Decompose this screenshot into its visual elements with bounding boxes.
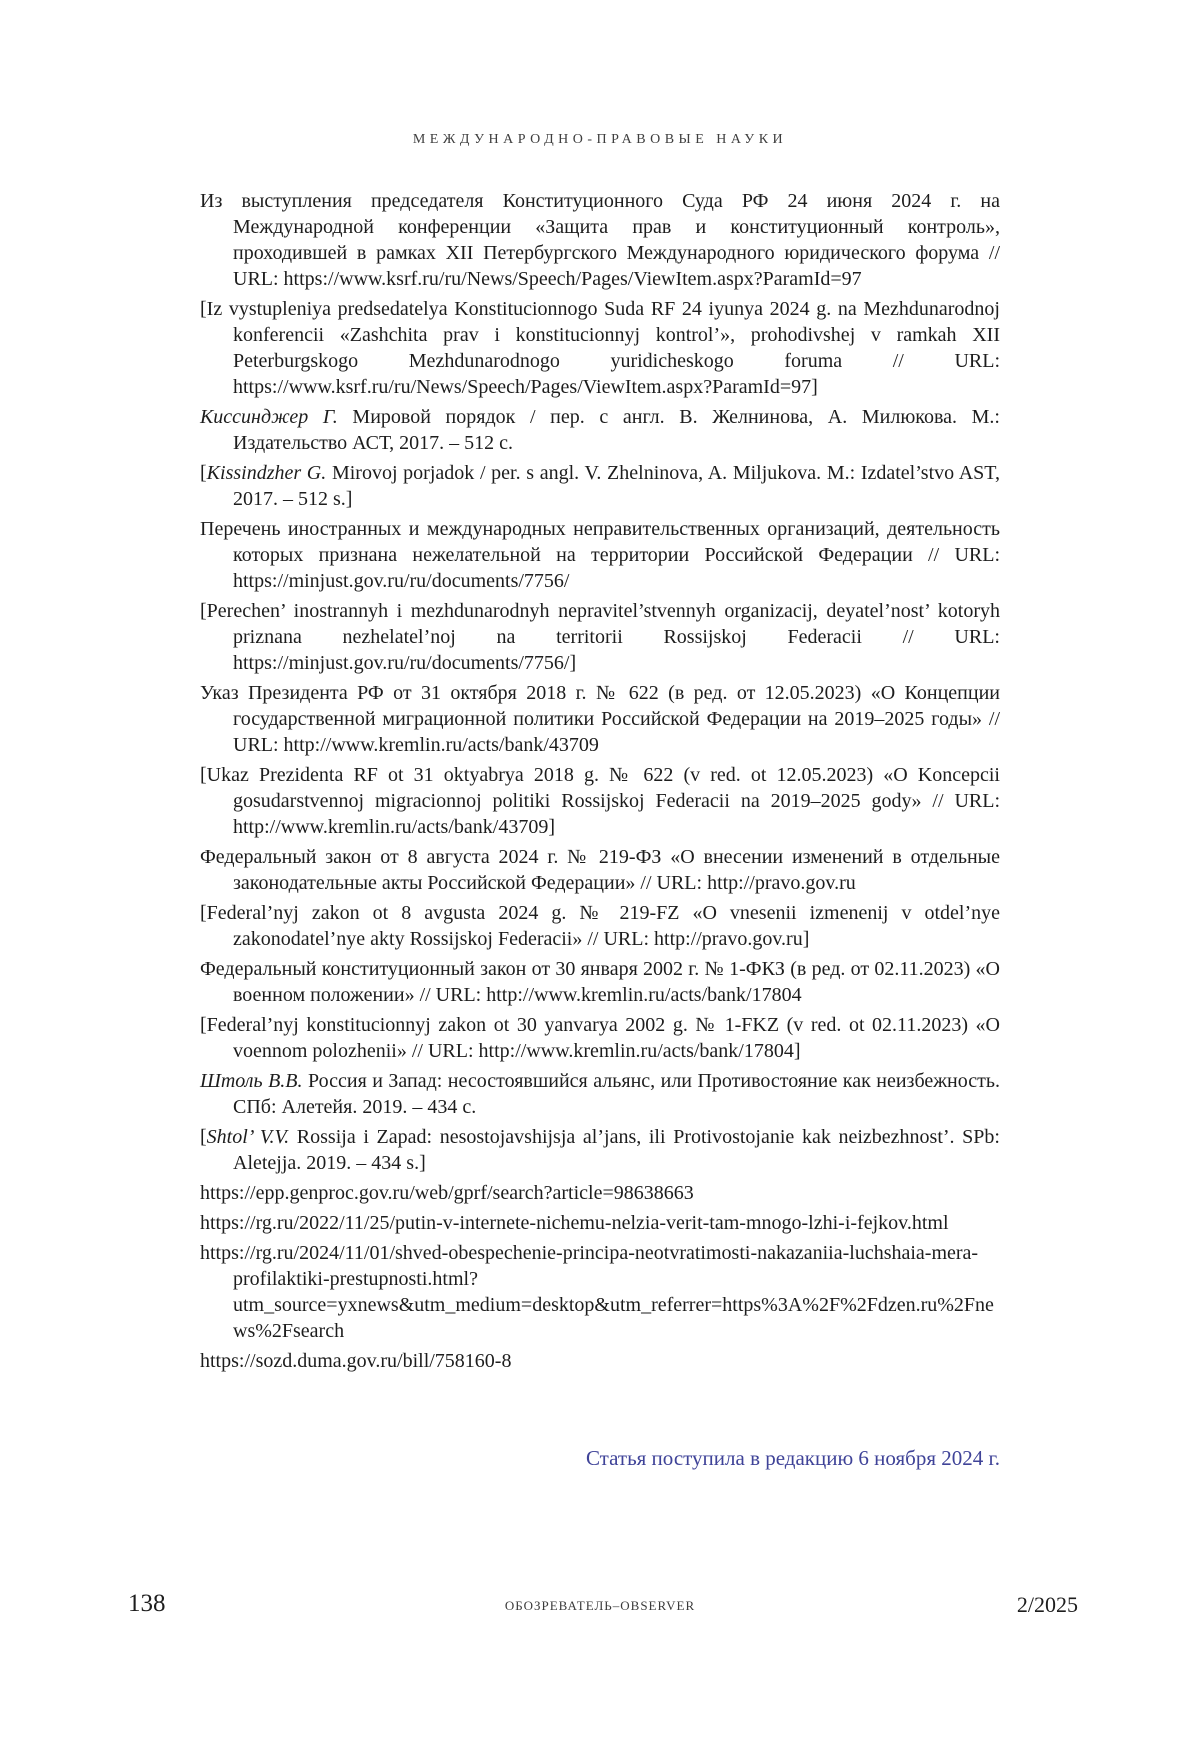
footer-page-number: 138 [128,1590,166,1617]
reference-text: Федеральный конституционный закон от 30 января 2002 г. № 1-ФКЗ (в ред. от 02.11.2023) «О военном положении» // URL: http://www.kremlin.ru/acts/bank/17804 [200,958,1000,1006]
reference-item [200,1124,1000,1176]
reference-text: Россия и Запад: несостоявшийся альянс, или Противостояние как неизбежность. СПб: Алетейя. 2019. – 434 с. [233,1070,1000,1118]
reference-text: [Ukaz Prezidenta RF ot 31 oktyabrya 2018 g. № 622 (v red. ot 12.05.2023) «O Koncepcii gosudarstvennoj migracionnoj politiki Rossijskoj Federacii na 2019–2025 gody» // URL: http://www.kremlin.ru/acts/bank/43709] [200,764,1000,838]
reference-text: Федеральный закон от 8 августа 2024 г. № 219-ФЗ «О внесении изменений в отдельные законодательные акты Российской Федерации» // URL: http://pravo.gov.ru [200,846,1000,894]
reference-author: Штоль В.В. [200,1070,303,1092]
reference-text: [Iz vystupleniya predsedatelya Konstitucionnogo Suda RF 24 iyunya 2024 g. na Mezhdunarodnoj konferencii «Zashchita prav i konstitucionnyj kontrol’», prohodivshej v ramkah XII Peterburgskogo Mezhdunarodnogo yuridicheskogo foruma // URL: https://www.ksrf.ru/ru/News/Speech/Pages/ViewItem.aspx?ParamId=97] [200,298,1000,398]
reference-text: Мировой порядок / пер. с англ. В. Желнинова, А. Милюкова. М.: Издательство АСТ, 2017. – 512 с. [233,406,1000,454]
reference-item [200,1240,1000,1344]
reference-item [200,762,1000,840]
reference-item [200,1210,1000,1236]
reference-author: Shtol’ V.V. [206,1126,290,1148]
reference-item [200,900,1000,952]
references-list [200,188,1000,1378]
reference-text: Rossija i Zapad: nesostojavshijsja al’jans, ili Protivostojanie kak neizbezhnost’. SPb: Aletejja. 2019. – 434 s.] [233,1126,1000,1174]
reference-text: Из выступления председателя Конституционного Суда РФ 24 июня 2024 г. на Международной конференции «Защита прав и конституционный контроль», проходившей в рамках XII Петербургского Международного юридического форума // URL: https://www.ksrf.ru/ru/News/Speech/Pages/ViewItem.aspx?ParamId=97 [200,190,1000,290]
reference-item [200,680,1000,758]
reference-item [200,296,1000,400]
reference-text: Указ Президента РФ от 31 октября 2018 г. № 622 (в ред. от 12.05.2023) «О Концепции государственной миграционной политики Российской Федерации на 2019–2025 годы» // URL: http://www.kremlin.ru/acts/bank/43709 [200,682,1000,756]
reference-text: [ [200,1126,207,1148]
reference-item [200,956,1000,1008]
reference-text: [Perechen’ inostrannyh i mezhdunarodnyh nepravitel’stvennyh organizacij, deyatel’nost’ kotoryh priznana nezhelatel’noj na territorii Rossijskoj Federacii // URL: https://minjust.gov.ru/ru/documents/7756/] [200,600,1000,674]
reference-text: [Federal’nyj zakon ot 8 avgusta 2024 g. № 219-FZ «O vnesenii izmenenij v otdel’nye zakonodatel’nye akty Rossijskoj Federacii» // URL: http://pravo.gov.ru] [200,902,1000,950]
received-note: Статья поступила в редакцию 6 ноября 2024 г. [585,1446,1000,1470]
reference-text: https://rg.ru/2024/11/01/shved-obespechenie-principa-neotvratimosti-nakazaniia-luchshaia-mera-profilaktiki-prestupnosti.html?utm_source=yxnews&utm_medium=desktop&utm_referrer=https%3A%2F%2Fdzen.ru%2Fnews%2Fsearch [200,1242,994,1342]
reference-text: Перечень иностранных и международных неправительственных организаций, деятельность которых признана нежелательной на территории Российской Федерации // URL: https://minjust.gov.ru/ru/documents/7756/ [200,518,1000,592]
reference-text: https://rg.ru/2022/11/25/putin-v-internete-nichemu-nelzia-verit-tam-mnogo-lzhi-i-fejkov.html [200,1212,949,1234]
reference-item [200,1348,1000,1374]
section-header: МЕЖДУНАРОДНО-ПРАВОВЫЕ НАУКИ [412,132,788,147]
reference-item [200,1012,1000,1064]
reference-author: Kissindzher G. [206,462,327,484]
reference-item [200,460,1000,512]
reference-item [200,844,1000,896]
reference-item [200,404,1000,456]
footer-issue: 2/2025 [1016,1592,1078,1617]
reference-text: [ [200,462,207,484]
reference-item [200,1068,1000,1120]
reference-item [200,516,1000,594]
reference-author: Киссинджер Г. [200,406,338,428]
reference-text: https://sozd.duma.gov.ru/bill/758160-8 [200,1350,512,1372]
reference-text: [Federal’nyj konstitucionnyj zakon ot 30 yanvarya 2002 g. № 1-FKZ (v red. ot 02.11.2023) «O voennom polozhenii» // URL: http://www.kremlin.ru/acts/bank/17804] [200,1014,1000,1062]
reference-item [200,188,1000,292]
reference-text: https://epp.genproc.gov.ru/web/gprf/search?article=98638663 [200,1182,694,1204]
footer-journal-title: ОБОЗРЕВАТЕЛЬ–OBSERVER [504,1598,696,1613]
page-footer [0,1590,1200,1622]
reference-text: Mirovoj porjadok / per. s angl. V. Zhelninova, A. Miljukova. M.: Izdatel’stvo AST, 2017. – 512 s.] [233,462,1001,510]
reference-item [200,598,1000,676]
reference-item [200,1180,1000,1206]
